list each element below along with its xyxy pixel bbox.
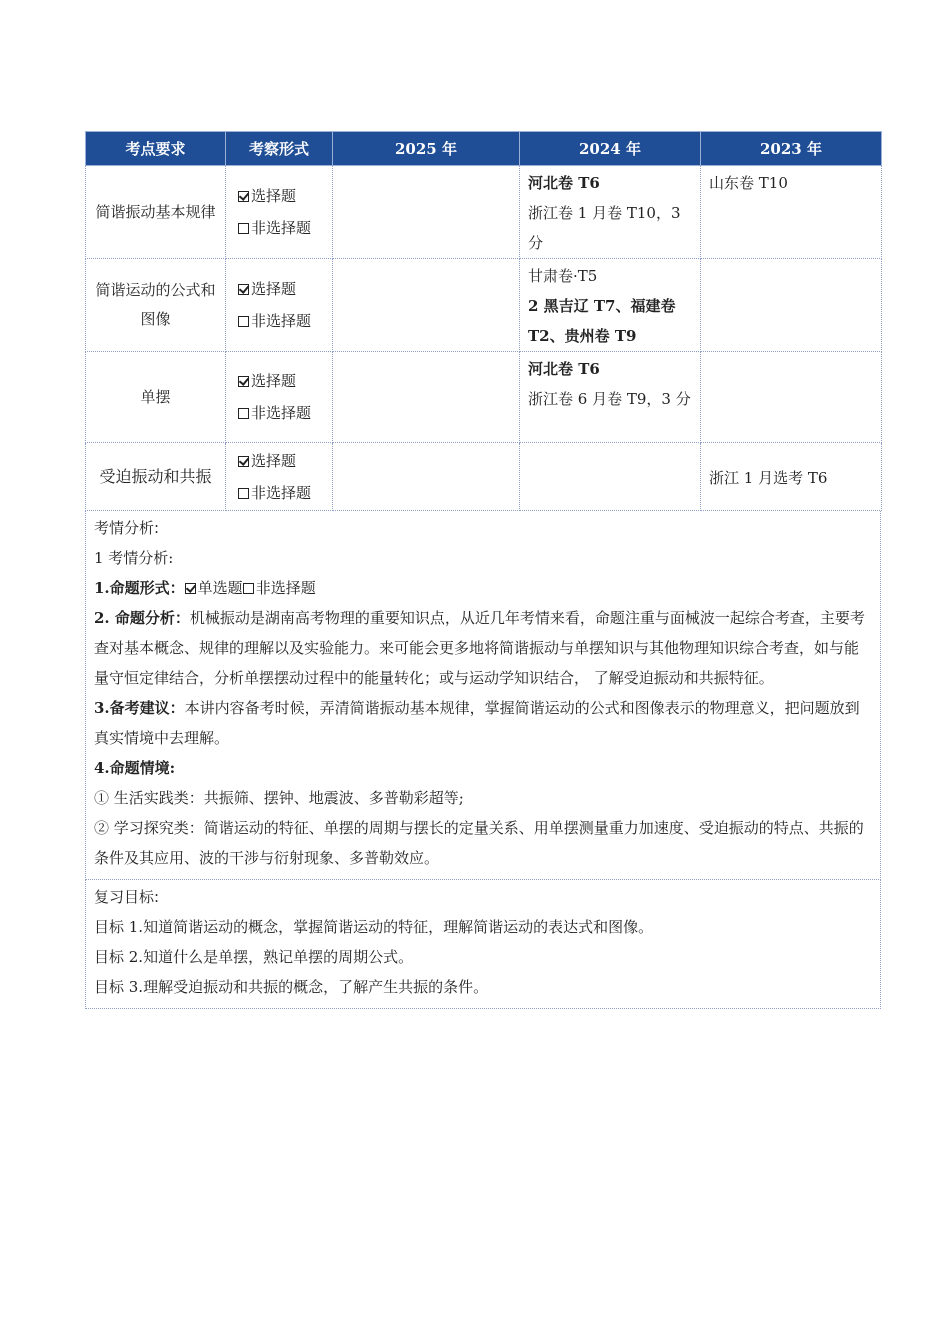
year-2024-cell: 甘肃卷·T5 2 黑吉辽 T7、福建卷 T2、贵州卷 T9 (520, 259, 701, 352)
header-exam-form: 考察形式 (226, 132, 333, 166)
year-2023-cell (701, 352, 882, 443)
year-2025-cell (333, 166, 520, 259)
question-form-line: 1.命题形式： 单选题 非选择题 (94, 579, 316, 597)
goal-item: 目标 2.知道什么是单摆，熟记单摆的周期公式。 (94, 948, 414, 966)
question-analysis-paragraph: 2. 命题分析：机械振动是湖南高考物理的重要知识点，从近几年考情来看，命题注重与面械波一起综合考查，主要考查对基本概念、规律的理解以及实验能力。来可能会更多地将简谐振动与单摆知识与其他物理知识综合考查，如与能量守恒定律结合，分析单摆摆动过程中的能量转化；或与运动学知识结合， 了解受迫振动和共振特征。 (94, 609, 865, 687)
unchecked-box-icon (238, 316, 249, 327)
year-2023-cell: 山东卷 T10 (701, 166, 882, 259)
context-title: 4.命题情境: (94, 759, 176, 777)
topic-cell: 受迫振动和共振 (86, 443, 226, 511)
goals-title: 复习目标: (94, 888, 160, 906)
goal-item: 目标 3.理解受迫振动和共振的概念，了解产生共振的条件。 (94, 978, 489, 996)
checked-box-icon (238, 284, 249, 295)
form-cell: 选择题 非选择题 (226, 443, 333, 511)
year-2023-cell (701, 259, 882, 352)
checked-box-icon (238, 191, 249, 202)
year-2024-cell: 河北卷 T6 浙江卷 1 月卷 T10，3 分 (520, 166, 701, 259)
form-cell: 选择题 非选择题 (226, 352, 333, 443)
unchecked-box-icon (238, 488, 249, 499)
table-row (86, 166, 882, 259)
header-2024: 2024 年 (520, 132, 701, 166)
form-cell: 选择题 非选择题 (226, 166, 333, 259)
header-2023: 2023 年 (701, 132, 882, 166)
year-2023-cell: 浙江 1 月选考 T6 (701, 443, 882, 511)
analysis-section (85, 511, 881, 880)
prep-advice-paragraph: 3.备考建议：本讲内容备考时候，弄清简谐振动基本规律，掌握简谐运动的公式和图像表示的物理意义，把问题放到真实情境中去理解。 (94, 699, 860, 747)
topic-cell: 简谐振动基本规律 (86, 166, 226, 259)
year-2024-cell: 河北卷 T6 浙江卷 6 月卷 T9，3 分 (520, 352, 701, 443)
unchecked-box-icon (243, 583, 254, 594)
header-2025: 2025 年 (333, 132, 520, 166)
year-2024-cell (520, 443, 701, 511)
analysis-title: 考情分析: (94, 519, 160, 537)
context-learning-inquiry: ② 学习探究类：简谐运动的特征、单摆的周期与摆长的定量关系、用单摆测量重力加速度、受迫振动的特点、共振的条件及其应用、波的干涉与衍射现象、多普勒效应。 (94, 819, 864, 867)
year-2025-cell (333, 443, 520, 511)
checked-box-icon (185, 583, 196, 594)
exam-analysis-document (85, 131, 881, 1009)
checked-box-icon (238, 456, 249, 467)
unchecked-box-icon (238, 223, 249, 234)
year-2025-cell (333, 259, 520, 352)
topic-cell: 简谐运动的公式和图像 (86, 259, 226, 352)
topic-cell: 单摆 (86, 352, 226, 443)
form-cell: 选择题 非选择题 (226, 259, 333, 352)
review-goals-section (85, 880, 881, 1009)
unchecked-box-icon (238, 408, 249, 419)
goal-item: 目标 1.知道简谐运动的概念，掌握简谐运动的特征，理解简谐运动的表达式和图像。 (94, 918, 654, 936)
table-row (86, 352, 882, 443)
year-2025-cell (333, 352, 520, 443)
table-header-row (86, 132, 882, 166)
header-exam-point: 考点要求 (86, 132, 226, 166)
checked-box-icon (238, 376, 249, 387)
context-life-practice: ① 生活实践类：共振筛、摆钟、地震波、多普勒彩超等; (94, 789, 464, 807)
analysis-subtitle: 1 考情分析: (94, 549, 174, 567)
table-row (86, 259, 882, 352)
table-row (86, 443, 882, 511)
exam-points-table (85, 131, 882, 511)
